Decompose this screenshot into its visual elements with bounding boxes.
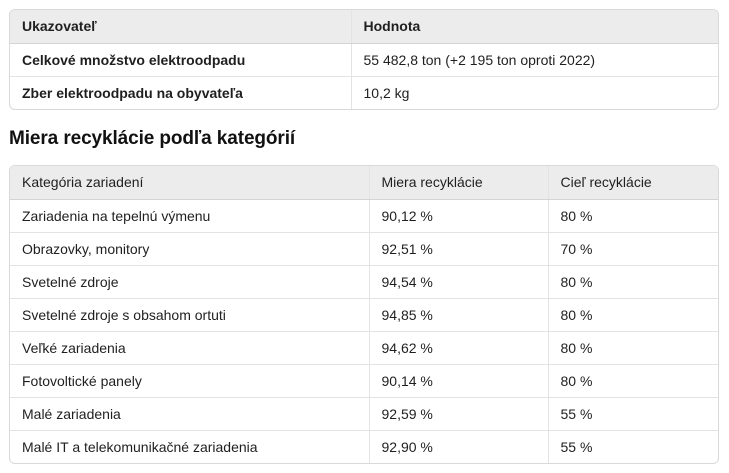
recycling-target-cell: 55 % [548, 397, 718, 430]
table-row [10, 331, 718, 364]
category-cell: Malé zariadenia [10, 397, 369, 430]
category-cell: Svetelné zdroje s obsahom ortuti [10, 298, 369, 331]
recycling-target-cell: 70 % [548, 232, 718, 265]
recycling-target-cell: 80 % [548, 199, 718, 232]
value-cell: 55 482,8 ton (+2 195 ton oproti 2022) [351, 43, 718, 76]
table-header-row [10, 10, 718, 43]
category-cell: Veľké zariadenia [10, 331, 369, 364]
category-table [9, 165, 719, 464]
column-header: Miera recyklácie [369, 166, 548, 199]
table-row [10, 265, 718, 298]
category-cell: Obrazovky, monitory [10, 232, 369, 265]
column-header: Hodnota [351, 10, 718, 43]
indicator-cell: Celkové množstvo elektroodpadu [10, 43, 351, 76]
table-row [10, 232, 718, 265]
value-cell: 10,2 kg [363, 84, 410, 101]
recycling-rate-cell: 92,59 % [369, 397, 548, 430]
column-header: Kategória zariadení [10, 166, 369, 199]
category-cell: Zariadenia na tepelnú výmenu [10, 199, 369, 232]
recycling-rate-cell: 90,12 % [369, 199, 548, 232]
category-cell: Fotovoltické panely [10, 364, 369, 397]
table-row [10, 298, 718, 331]
table-row [10, 43, 718, 76]
category-cell: Svetelné zdroje [10, 265, 369, 298]
recycling-target-cell: 80 % [548, 265, 718, 298]
recycling-rate-cell: 94,62 % [369, 331, 548, 364]
summary-table [9, 9, 719, 110]
recycling-rate-cell: 90,14 % [369, 364, 548, 397]
column-header: Ukazovateľ [10, 10, 351, 43]
table-row [10, 199, 718, 232]
recycling-target-cell: 80 % [548, 364, 718, 397]
table-row [10, 76, 718, 109]
table-row [10, 364, 718, 397]
table-header-row [10, 166, 718, 199]
recycling-target-cell: 80 % [548, 331, 718, 364]
recycling-rate-cell: 94,54 % [369, 265, 548, 298]
indicator-cell: Zber elektroodpadu na obyvateľa [10, 76, 351, 109]
table-row [10, 430, 718, 463]
section-title: Miera recyklácie podľa kategórií [9, 128, 296, 149]
column-header: Cieľ recyklácie [548, 166, 718, 199]
recycling-target-cell: 55 % [560, 438, 593, 455]
recycling-target-cell: 80 % [548, 298, 718, 331]
category-cell: Malé IT a telekomunikačné zariadenia [10, 430, 369, 463]
recycling-rate-cell: 92,51 % [369, 232, 548, 265]
recycling-rate-cell: 92,90 % [369, 430, 548, 463]
table-row [10, 397, 718, 430]
recycling-rate-cell: 94,85 % [369, 298, 548, 331]
